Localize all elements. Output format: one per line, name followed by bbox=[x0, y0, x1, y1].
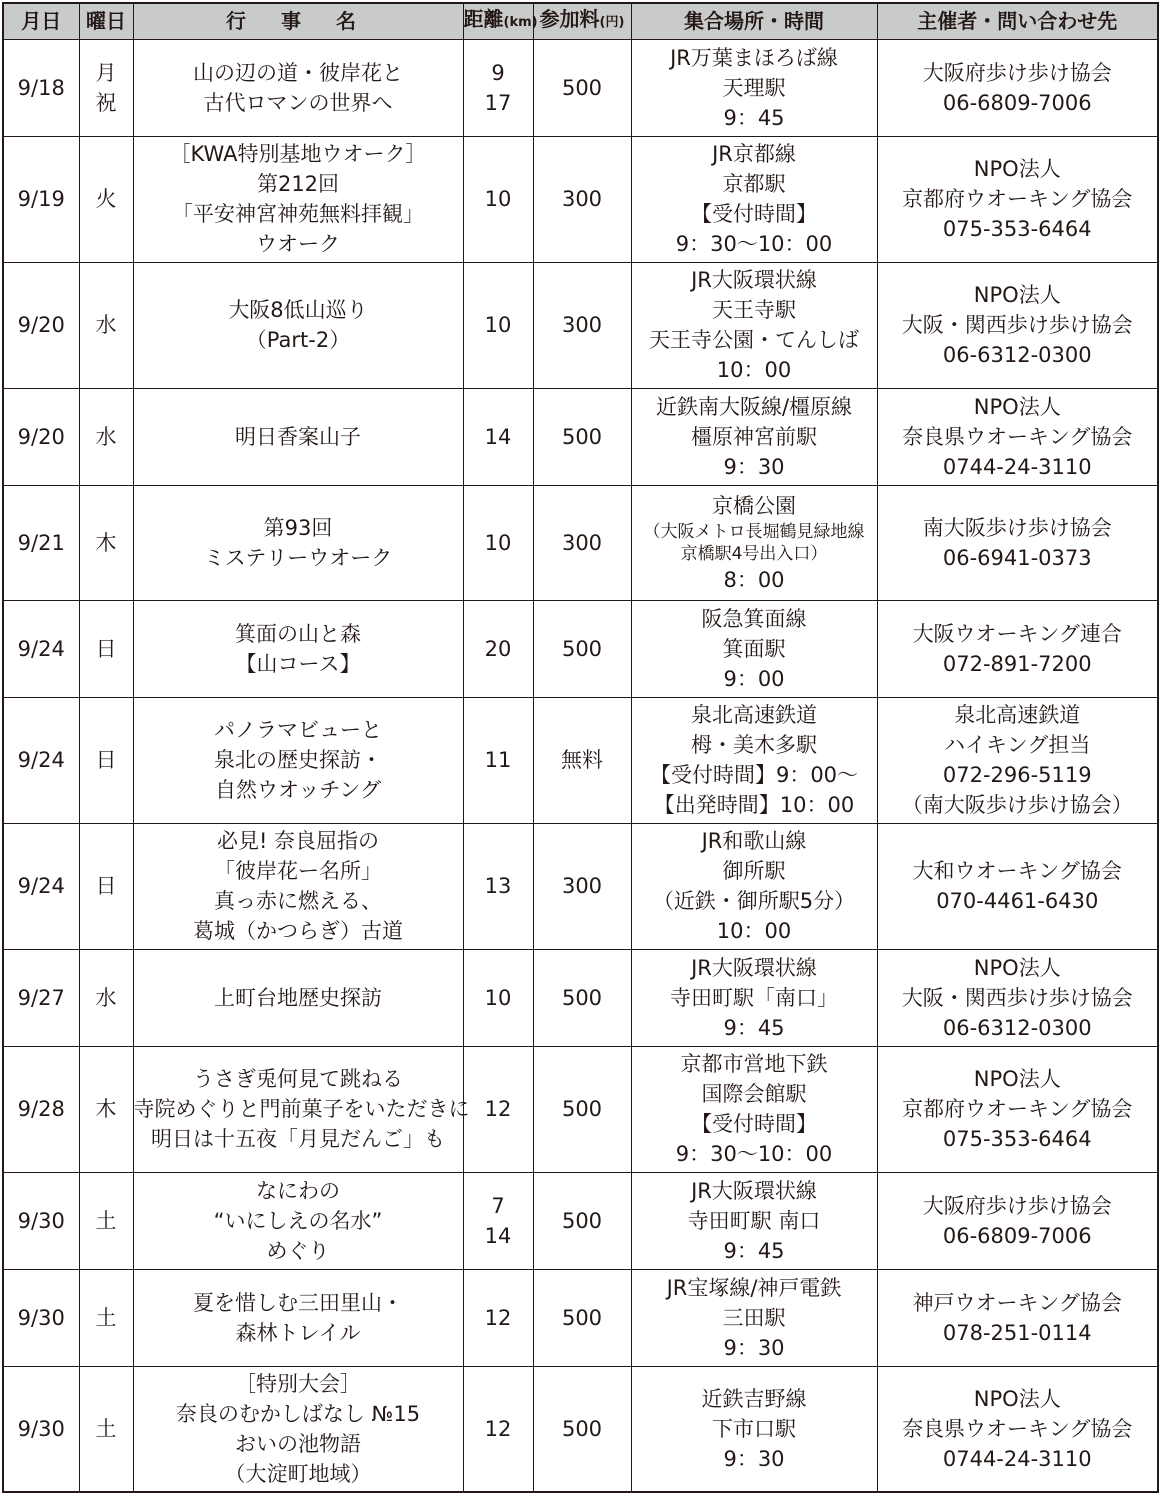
weekday-line: 火 bbox=[95, 187, 117, 211]
cell-date: 9/28 bbox=[3, 1046, 79, 1172]
cell-event bbox=[133, 600, 463, 697]
cell-organizer bbox=[877, 39, 1158, 136]
meeting-line: 【受付時間】 bbox=[691, 202, 817, 226]
cell-fee: 300 bbox=[533, 823, 631, 949]
event-line: 箕面の山と森 bbox=[235, 621, 361, 646]
meeting-line: 9：30〜10：00 bbox=[675, 232, 833, 256]
cell-distance bbox=[463, 39, 533, 136]
cell-meeting bbox=[631, 697, 877, 823]
organizer-line: NPO法人 bbox=[973, 394, 1061, 419]
cell-fee: 500 bbox=[533, 600, 631, 697]
event-line: おいの池物語 bbox=[235, 1431, 361, 1456]
cell-distance bbox=[463, 262, 533, 388]
table-row bbox=[3, 485, 1158, 600]
organizer-line: 06-6809-7006 bbox=[942, 1223, 1092, 1248]
table-row bbox=[3, 823, 1158, 949]
organizer-line: 京都府ウオーキング協会 bbox=[902, 187, 1133, 211]
distance-line: 10 bbox=[484, 313, 512, 337]
cell-weekday bbox=[79, 823, 133, 949]
table-row bbox=[3, 262, 1158, 388]
cell-distance bbox=[463, 697, 533, 823]
organizer-line: 06-6312-0300 bbox=[942, 1015, 1092, 1040]
event-line: 泉北の歴史探訪・ bbox=[214, 748, 382, 772]
meeting-line: 9：00 bbox=[723, 666, 785, 691]
cell-organizer bbox=[877, 485, 1158, 600]
weekday-line: 水 bbox=[95, 313, 117, 337]
meeting-line: 天王寺公園・てんしば bbox=[649, 328, 859, 352]
event-line: 山の辺の道・彼岸花と bbox=[193, 60, 403, 85]
cell-meeting bbox=[631, 388, 877, 485]
table-row bbox=[3, 388, 1158, 485]
header-organizer: 主催者・問い合わせ先 bbox=[877, 3, 1158, 39]
meeting-line: 9：30〜10：00 bbox=[675, 1142, 833, 1166]
header-meeting: 集合場所・時間 bbox=[631, 3, 877, 39]
cell-meeting bbox=[631, 136, 877, 262]
organizer-line: ハイキング担当 bbox=[944, 733, 1091, 757]
meeting-line: 【受付時間】9：00〜 bbox=[649, 763, 859, 787]
cell-fee: 500 bbox=[533, 1366, 631, 1492]
meeting-line: JR大阪環状線 bbox=[691, 1178, 817, 1203]
organizer-line: 072-891-7200 bbox=[942, 651, 1092, 676]
cell-fee: 300 bbox=[533, 262, 631, 388]
cell-organizer bbox=[877, 1366, 1158, 1492]
distance-line: 11 bbox=[484, 748, 512, 772]
cell-organizer bbox=[877, 1269, 1158, 1366]
meeting-line: 9：30 bbox=[723, 454, 785, 479]
meeting-line: 京橋駅4号出入口） bbox=[680, 543, 828, 564]
distance-unit: (km) bbox=[503, 15, 538, 31]
event-line: 明日香案山子 bbox=[235, 424, 361, 449]
cell-distance bbox=[463, 1172, 533, 1269]
organizer-line: 070-4461-6430 bbox=[936, 889, 1099, 913]
cell-meeting bbox=[631, 1046, 877, 1172]
meeting-line: 【受付時間】 bbox=[691, 1112, 817, 1136]
cell-event bbox=[133, 1046, 470, 1172]
weekday-line: 日 bbox=[95, 874, 117, 898]
header-row bbox=[3, 3, 1158, 39]
event-line: 自然ウオッチング bbox=[215, 778, 381, 802]
organizer-line: 泉北高速鉄道 bbox=[954, 703, 1081, 727]
organizer-line: 大阪府歩け歩け協会 bbox=[922, 60, 1112, 85]
header-fee: 参加料(円) bbox=[533, 3, 631, 39]
event-line: 古代ロマンの世界へ bbox=[203, 90, 393, 115]
event-line: （大淀町地域） bbox=[224, 1461, 372, 1486]
cell-meeting bbox=[631, 1269, 877, 1366]
event-line: 上町台地歴史探訪 bbox=[214, 985, 382, 1010]
cell-date: 9/30 bbox=[3, 1269, 79, 1366]
organizer-line: NPO法人 bbox=[973, 1386, 1061, 1411]
event-line: めぐり bbox=[266, 1238, 330, 1263]
cell-fee: 無料 bbox=[533, 697, 631, 823]
cell-date: 9/27 bbox=[3, 949, 79, 1046]
weekday-line: 木 bbox=[95, 530, 117, 555]
table-row bbox=[3, 39, 1158, 136]
distance-line: 14 bbox=[484, 1223, 512, 1248]
weekday-line: 土 bbox=[95, 1416, 117, 1441]
meeting-line: 天理駅 bbox=[722, 75, 786, 100]
cell-fee: 500 bbox=[533, 1269, 631, 1366]
cell-organizer bbox=[877, 262, 1158, 388]
distance-line: 20 bbox=[484, 636, 512, 661]
cell-event bbox=[133, 949, 463, 1046]
event-line: “いにしえの名水” bbox=[213, 1208, 383, 1233]
cell-fee: 500 bbox=[533, 39, 631, 136]
cell-date: 9/24 bbox=[3, 697, 79, 823]
weekday-line: 土 bbox=[95, 1208, 117, 1233]
event-line: （Part-2） bbox=[245, 328, 351, 352]
distance-line: 10 bbox=[484, 187, 512, 211]
cell-organizer bbox=[877, 949, 1158, 1046]
organizer-line: 神戸ウオーキング協会 bbox=[912, 1290, 1122, 1315]
cell-event bbox=[133, 39, 463, 136]
meeting-line: 京橋公園 bbox=[712, 493, 796, 518]
organizer-line: 06-6941-0373 bbox=[942, 545, 1092, 570]
event-line: なにわの bbox=[256, 1178, 340, 1203]
cell-weekday bbox=[79, 136, 133, 262]
cell-fee: 500 bbox=[533, 388, 631, 485]
table-row bbox=[3, 1269, 1158, 1366]
header-event: 行 事 名 bbox=[133, 3, 463, 39]
cell-weekday bbox=[79, 262, 133, 388]
cell-weekday bbox=[79, 388, 133, 485]
distance-line: 7 bbox=[491, 1193, 505, 1218]
table-row bbox=[3, 949, 1158, 1046]
cell-distance bbox=[463, 485, 533, 600]
cell-distance bbox=[463, 1269, 533, 1366]
organizer-line: 京都府ウオーキング協会 bbox=[902, 1097, 1133, 1121]
header-date: 月日 bbox=[3, 3, 79, 39]
meeting-line: JR和歌山線 bbox=[701, 829, 807, 853]
cell-weekday bbox=[79, 697, 133, 823]
organizer-line: NPO法人 bbox=[973, 955, 1061, 980]
distance-line: 13 bbox=[484, 874, 512, 898]
cell-event bbox=[133, 136, 463, 262]
meeting-line: JR宝塚線/神戸電鉄 bbox=[666, 1275, 842, 1300]
cell-date: 9/20 bbox=[3, 262, 79, 388]
cell-date: 9/24 bbox=[3, 823, 79, 949]
organizer-line: 075-353-6464 bbox=[942, 1127, 1092, 1151]
cell-meeting bbox=[631, 485, 877, 600]
organizer-line: 0744-24-3110 bbox=[942, 454, 1092, 479]
table-row bbox=[3, 600, 1158, 697]
cell-weekday bbox=[79, 485, 133, 600]
table-row bbox=[3, 697, 1158, 823]
organizer-line: 大阪・関西歩け歩け協会 bbox=[901, 985, 1133, 1010]
cell-meeting bbox=[631, 600, 877, 697]
organizer-line: 0744-24-3110 bbox=[942, 1446, 1092, 1471]
organizer-line: NPO法人 bbox=[973, 1067, 1061, 1091]
distance-line: 17 bbox=[484, 90, 512, 115]
cell-event bbox=[133, 1269, 463, 1366]
cell-event bbox=[133, 262, 463, 388]
event-line: 第212回 bbox=[256, 172, 340, 196]
meeting-line: JR京都線 bbox=[712, 142, 796, 166]
event-line: 森林トレイル bbox=[235, 1320, 361, 1345]
header-weekday: 曜日 bbox=[79, 3, 133, 39]
event-line: 奈良のむかしばなし №15 bbox=[175, 1401, 421, 1426]
event-line: 【山コース】 bbox=[235, 651, 361, 676]
header-distance: 距離(km) bbox=[463, 3, 533, 39]
meeting-line: JR万葉まほろば線 bbox=[670, 45, 838, 70]
weekday-line: 日 bbox=[95, 636, 117, 661]
cell-meeting bbox=[631, 262, 877, 388]
organizer-line: （南大阪歩け歩け協会） bbox=[901, 793, 1133, 817]
event-line: 「平安神宮神苑無料拝観」 bbox=[172, 202, 424, 226]
cell-distance bbox=[463, 136, 533, 262]
organizer-line: 大阪・関西歩け歩け協会 bbox=[901, 313, 1133, 337]
meeting-line: 天王寺駅 bbox=[712, 298, 796, 322]
distance-line: 14 bbox=[484, 424, 512, 449]
organizer-line: 075-353-6464 bbox=[942, 217, 1092, 241]
cell-meeting bbox=[631, 823, 877, 949]
meeting-line: 9：45 bbox=[723, 105, 785, 130]
cell-organizer bbox=[877, 136, 1158, 262]
cell-event bbox=[133, 1172, 463, 1269]
event-line: ミステリーウオーク bbox=[203, 545, 393, 570]
cell-fee: 500 bbox=[533, 949, 631, 1046]
weekday-line: 月 bbox=[95, 60, 117, 85]
distance-line: 10 bbox=[484, 530, 512, 555]
meeting-line: 8：00 bbox=[723, 567, 785, 592]
meeting-line: 寺田町駅「南口」 bbox=[670, 985, 838, 1010]
meeting-line: （近鉄・御所駅5分） bbox=[652, 889, 856, 913]
cell-fee: 500 bbox=[533, 1172, 631, 1269]
cell-weekday bbox=[79, 1366, 133, 1492]
table-row bbox=[3, 1046, 1158, 1172]
table-row bbox=[3, 1172, 1158, 1269]
meeting-line: 9：30 bbox=[723, 1446, 785, 1471]
event-line: 真っ赤に燃える、 bbox=[214, 889, 382, 913]
event-line: ［特別大会］ bbox=[235, 1371, 361, 1396]
meeting-line: 箕面駅 bbox=[722, 636, 786, 661]
meeting-line: 御所駅 bbox=[722, 859, 786, 883]
cell-fee: 300 bbox=[533, 136, 631, 262]
organizer-line: 072-296-5119 bbox=[942, 763, 1092, 787]
cell-event bbox=[133, 697, 463, 823]
organizer-line: 大和ウオーキング協会 bbox=[912, 859, 1122, 883]
cell-date: 9/24 bbox=[3, 600, 79, 697]
weekday-line: 水 bbox=[95, 985, 117, 1010]
event-schedule-table bbox=[2, 2, 1159, 1493]
cell-organizer bbox=[877, 600, 1158, 697]
cell-weekday bbox=[79, 949, 133, 1046]
cell-weekday bbox=[79, 1269, 133, 1366]
cell-event bbox=[133, 485, 463, 600]
cell-date: 9/18 bbox=[3, 39, 79, 136]
cell-weekday bbox=[79, 39, 133, 136]
cell-organizer bbox=[877, 388, 1158, 485]
event-line: 夏を惜しむ三田里山・ bbox=[193, 1290, 403, 1315]
event-line: 明日は十五夜「月見だんご」も bbox=[151, 1127, 445, 1151]
cell-distance bbox=[463, 388, 533, 485]
meeting-line: JR大阪環状線 bbox=[691, 955, 817, 980]
cell-date: 9/19 bbox=[3, 136, 79, 262]
organizer-line: NPO法人 bbox=[973, 283, 1061, 307]
cell-date: 9/21 bbox=[3, 485, 79, 600]
event-line: 「彼岸花ー名所」 bbox=[214, 859, 382, 883]
meeting-line: 阪急箕面線 bbox=[701, 606, 807, 631]
cell-fee: 300 bbox=[533, 485, 631, 600]
cell-organizer bbox=[877, 1172, 1158, 1269]
organizer-line: 南大阪歩け歩け協会 bbox=[922, 515, 1112, 540]
event-line: パノラマビューと bbox=[214, 718, 382, 742]
cell-date: 9/30 bbox=[3, 1366, 79, 1492]
cell-event bbox=[133, 823, 463, 949]
weekday-line: 水 bbox=[95, 424, 117, 449]
meeting-line: 近鉄南大阪線/橿原線 bbox=[655, 394, 853, 419]
meeting-line: 9：45 bbox=[723, 1015, 785, 1040]
event-line: ［KWA特別基地ウオーク］ bbox=[169, 142, 427, 166]
meeting-line: 橿原神宮前駅 bbox=[691, 424, 817, 449]
cell-weekday bbox=[79, 600, 133, 697]
meeting-line: （大阪メトロ長堀鶴見緑地線 bbox=[643, 521, 865, 542]
table-row bbox=[3, 136, 1158, 262]
organizer-line: 大阪ウオーキング連合 bbox=[912, 621, 1122, 646]
meeting-line: 10：00 bbox=[716, 919, 792, 943]
distance-line: 9 bbox=[491, 60, 505, 85]
meeting-line: 9：30 bbox=[723, 1335, 785, 1360]
cell-distance bbox=[463, 1366, 533, 1492]
organizer-line: NPO法人 bbox=[973, 157, 1061, 181]
table-row bbox=[3, 1366, 1158, 1492]
distance-line: 12 bbox=[484, 1305, 512, 1330]
cell-date: 9/30 bbox=[3, 1172, 79, 1269]
organizer-line: 078-251-0114 bbox=[942, 1320, 1092, 1345]
meeting-line: 栂・美木多駅 bbox=[691, 733, 817, 757]
cell-weekday bbox=[79, 1046, 133, 1172]
meeting-line: 近鉄吉野線 bbox=[701, 1386, 807, 1411]
meeting-line: 下市口駅 bbox=[712, 1416, 796, 1441]
organizer-line: 06-6809-7006 bbox=[942, 90, 1092, 115]
cell-distance bbox=[463, 823, 533, 949]
meeting-line: 寺田町駅 南口 bbox=[687, 1208, 821, 1233]
cell-fee: 500 bbox=[533, 1046, 631, 1172]
cell-distance bbox=[463, 949, 533, 1046]
cell-distance bbox=[463, 600, 533, 697]
meeting-line: JR大阪環状線 bbox=[691, 268, 817, 292]
event-line: ウオーク bbox=[256, 232, 340, 256]
meeting-line: 国際会館駅 bbox=[701, 1082, 807, 1106]
organizer-line: 06-6312-0300 bbox=[942, 343, 1092, 367]
event-line: 葛城（かつらぎ）古道 bbox=[193, 919, 403, 943]
meeting-line: 9：45 bbox=[723, 1238, 785, 1263]
meeting-line: 泉北高速鉄道 bbox=[691, 703, 817, 727]
organizer-line: 奈良県ウオーキング協会 bbox=[902, 424, 1133, 449]
cell-date: 9/20 bbox=[3, 388, 79, 485]
meeting-line: 10：00 bbox=[716, 358, 792, 382]
organizer-line: 奈良県ウオーキング協会 bbox=[902, 1416, 1133, 1441]
meeting-line: 【出発時間】10：00 bbox=[653, 793, 855, 817]
event-line: うさぎ兎何見て跳ねる bbox=[193, 1067, 403, 1091]
weekday-line: 日 bbox=[95, 748, 117, 772]
weekday-line: 土 bbox=[95, 1305, 117, 1330]
meeting-line: 三田駅 bbox=[722, 1305, 786, 1330]
cell-organizer bbox=[877, 697, 1158, 823]
event-line: 寺院めぐりと門前菓子をいただきに bbox=[133, 1097, 470, 1121]
meeting-line: 京都市営地下鉄 bbox=[680, 1052, 828, 1076]
cell-event bbox=[133, 388, 463, 485]
event-line: 必見! 奈良屈指の bbox=[216, 829, 380, 853]
cell-organizer bbox=[877, 823, 1158, 949]
organizer-line: 大阪府歩け歩け協会 bbox=[922, 1193, 1112, 1218]
fee-unit: (円) bbox=[599, 15, 625, 31]
cell-organizer bbox=[877, 1046, 1158, 1172]
cell-weekday bbox=[79, 1172, 133, 1269]
weekday-line: 祝 bbox=[95, 90, 117, 115]
cell-meeting bbox=[631, 949, 877, 1046]
distance-line: 12 bbox=[484, 1416, 512, 1441]
event-line: 大阪8低山巡り bbox=[228, 298, 368, 322]
cell-distance bbox=[463, 1046, 533, 1172]
cell-meeting bbox=[631, 39, 877, 136]
event-line: 第93回 bbox=[263, 515, 333, 540]
cell-meeting bbox=[631, 1172, 877, 1269]
cell-meeting bbox=[631, 1366, 877, 1492]
meeting-line: 京都駅 bbox=[722, 172, 786, 196]
weekday-line: 木 bbox=[95, 1097, 117, 1121]
distance-line: 12 bbox=[484, 1097, 512, 1121]
cell-event bbox=[133, 1366, 463, 1492]
distance-line: 10 bbox=[484, 985, 512, 1010]
